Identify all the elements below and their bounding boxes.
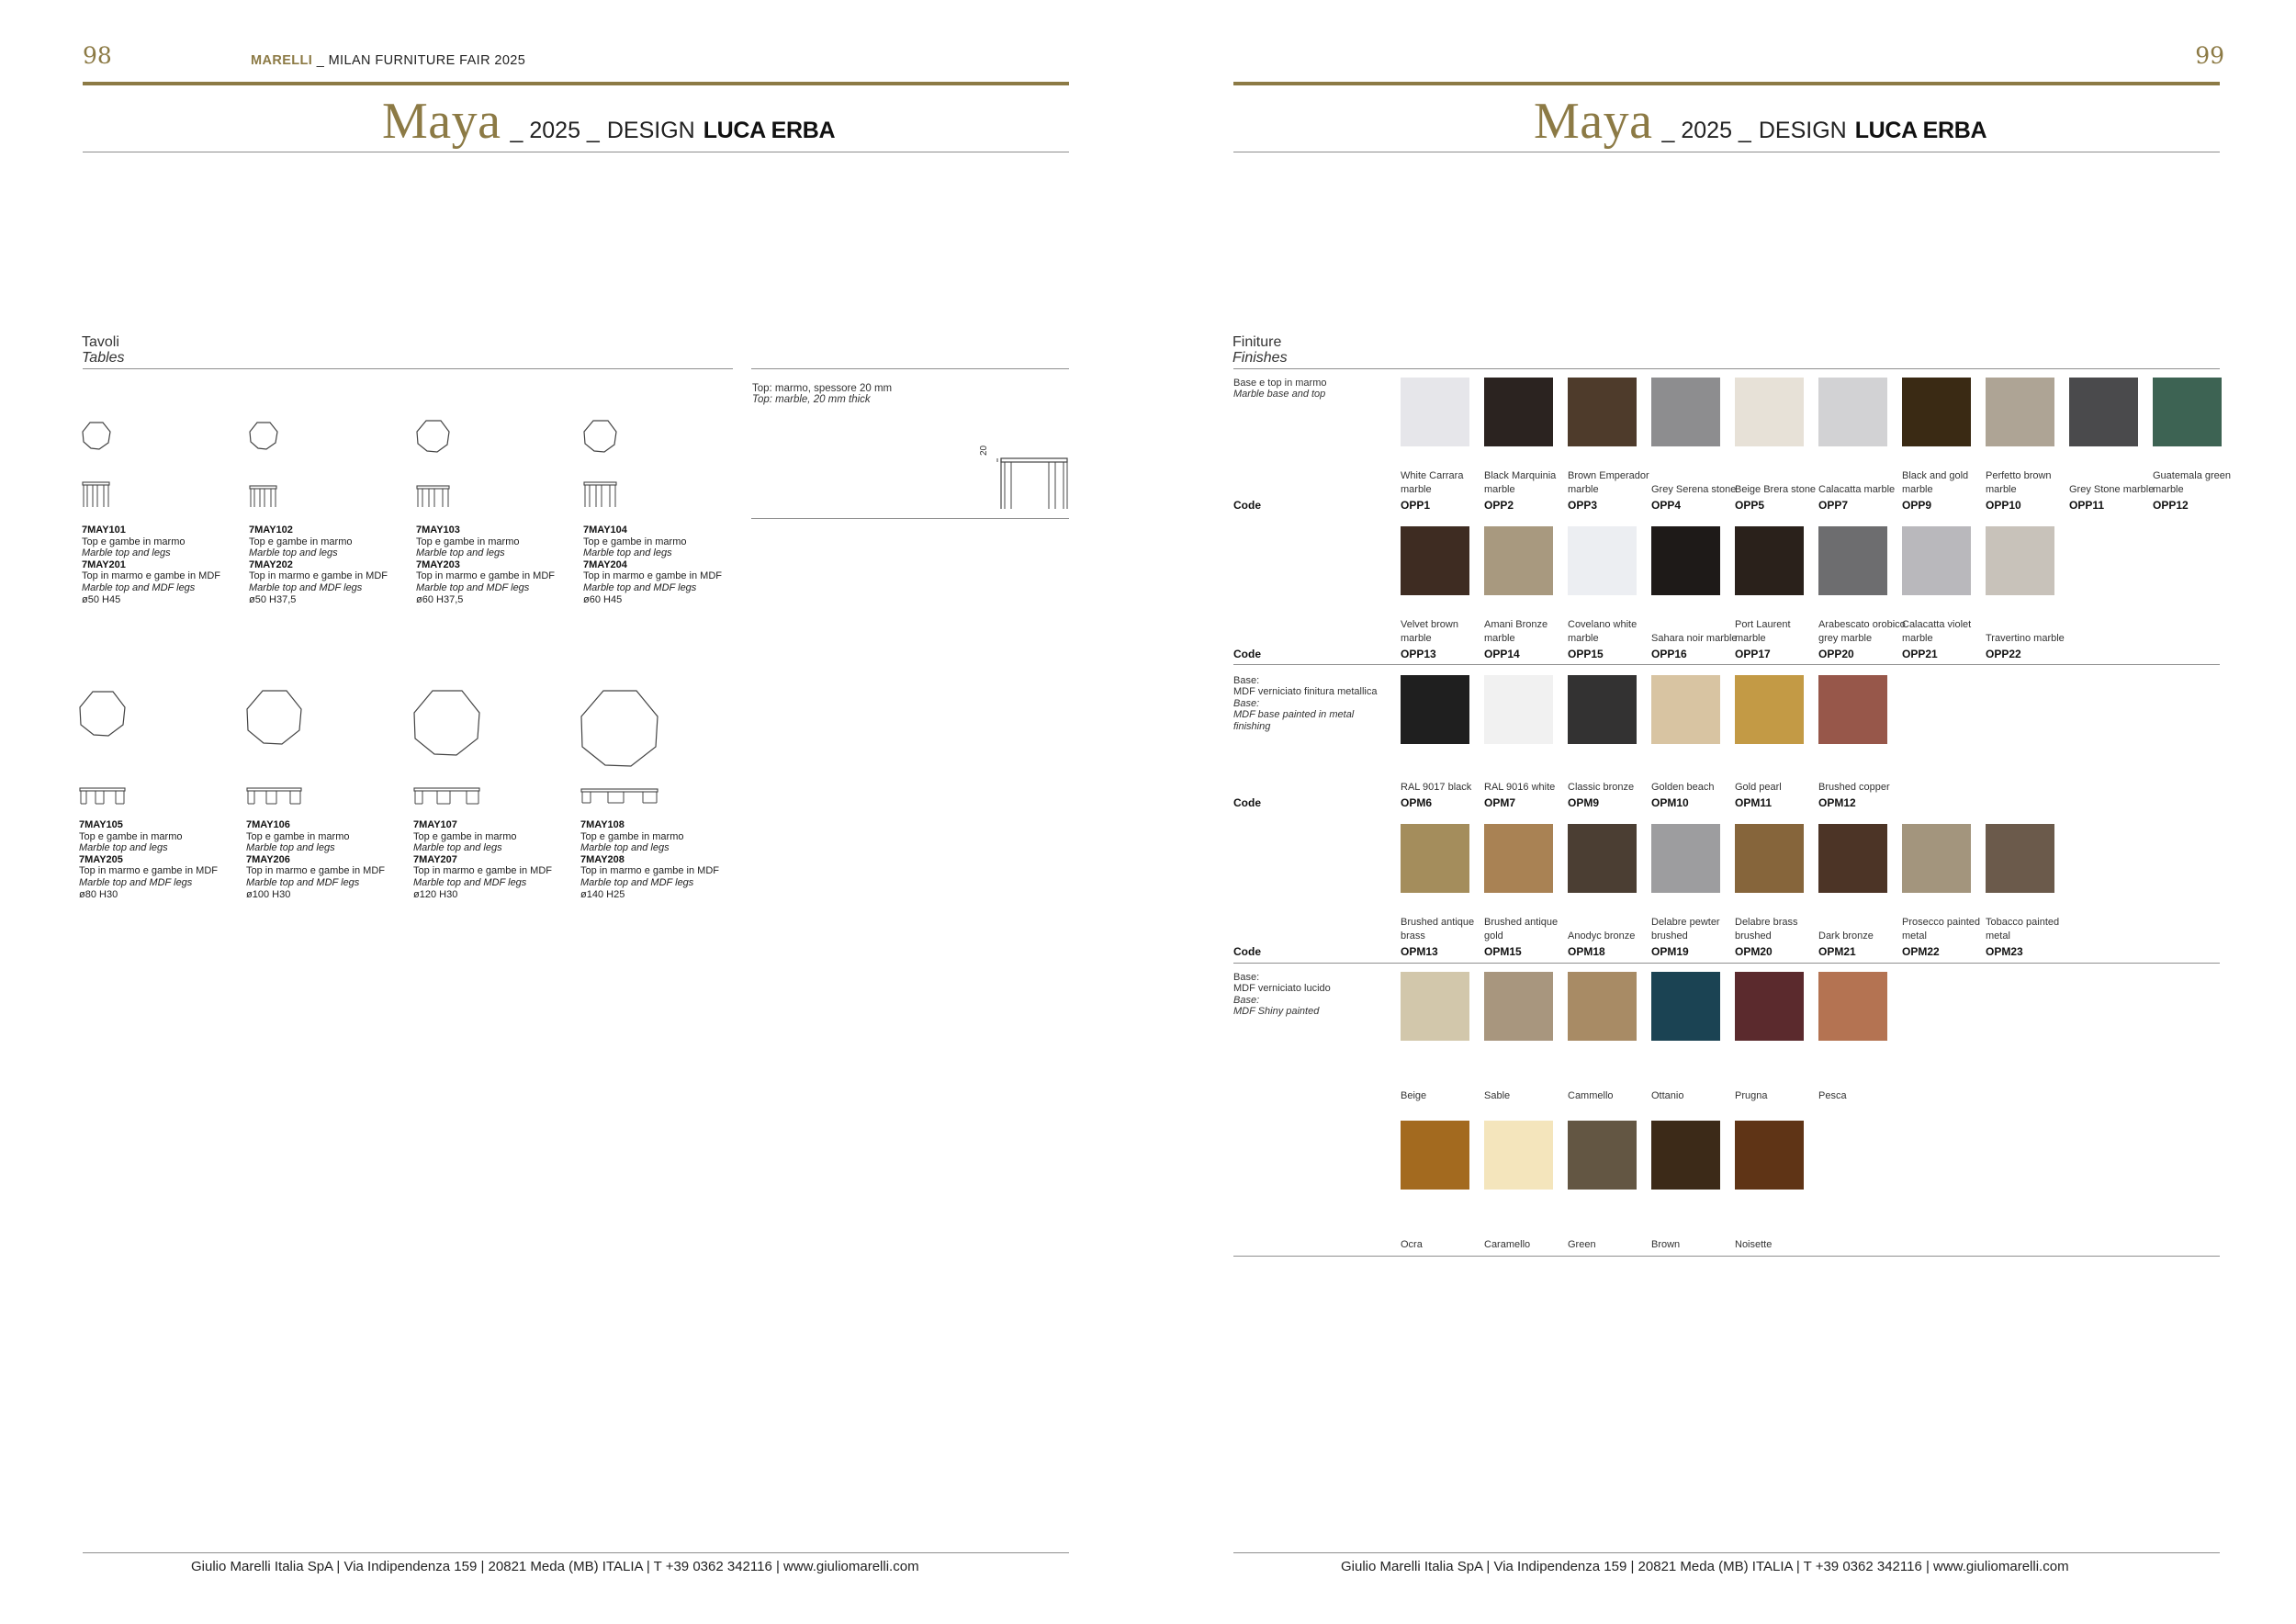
finish-name-box (1484, 739, 1572, 795)
finish-color-chip (1401, 526, 1469, 595)
finish-name-box (1735, 888, 1823, 943)
finish-name: Calacatta violet marble (1902, 619, 1972, 644)
elevation-drawing (79, 787, 127, 806)
finish-name: Prosecco painted metal (1902, 917, 1980, 942)
finish-name-box (1568, 442, 1656, 497)
finish-name: Brown Emperador marble (1568, 470, 1649, 495)
product-code-alt: 7MAY207 (413, 853, 457, 865)
finish-color-chip (2069, 378, 2138, 446)
product-code: 7MAY106 (246, 819, 290, 830)
finish-code: OPP14 (1484, 648, 1520, 660)
finish-name: Black and gold marble (1902, 470, 1969, 495)
finish-name: Brushed antique gold (1484, 917, 1559, 942)
finish-code: OPP4 (1651, 499, 1682, 512)
tables-section-rule (83, 368, 733, 369)
finish-name: Cammello (1568, 1090, 1614, 1101)
product-desc-alt-en: Marble top and MDF legs (413, 876, 527, 888)
finish-name: Green (1568, 1239, 1596, 1250)
product-size: ø140 H25 (580, 888, 625, 900)
plan-drawing (583, 419, 618, 454)
finish-name-box (1401, 442, 1489, 497)
finish-name: RAL 9017 black (1401, 782, 1472, 793)
product-size: ø50 H45 (82, 593, 121, 605)
finish-color-chip (1651, 378, 1720, 446)
running-header-left (251, 53, 525, 68)
finish-color-chip (1484, 675, 1553, 744)
finish-name: Ottanio (1651, 1090, 1684, 1101)
finish-name-box (2069, 442, 2157, 497)
finish-code: OPM15 (1484, 945, 1522, 958)
finish-name-box (2153, 442, 2241, 497)
product-size: ø50 H37,5 (249, 593, 297, 605)
finish-name: Calacatta marble (1818, 484, 1896, 495)
finish-color-chip (1818, 675, 1887, 744)
finish-name: Port Laurent marble (1735, 619, 1791, 644)
plan-drawing (79, 690, 127, 738)
header-gold-rule (83, 82, 1069, 85)
finish-code: OPM7 (1484, 796, 1516, 809)
finish-color-chip (1735, 378, 1804, 446)
product-desc-en: Marble top and legs (246, 842, 335, 854)
finish-name-box (1651, 1194, 1739, 1252)
footer-rule-right (1233, 1552, 2220, 1553)
finish-color-chip (1735, 972, 1804, 1041)
finish-color-chip (1401, 972, 1469, 1041)
finish-color-chip (2153, 378, 2222, 446)
finish-color-chip (1902, 824, 1971, 893)
product-code-alt: 7MAY206 (246, 853, 290, 865)
finish-code: OPP22 (1986, 648, 2021, 660)
title-design-label: DESIGN (1758, 118, 1847, 143)
title-year: _ 2025 _ (1661, 118, 1751, 143)
finish-name: Grey Stone marble (2069, 484, 2155, 495)
finish-name-box (1735, 1194, 1823, 1252)
spec-it: Top: marmo, spessore 20 mm (752, 383, 893, 394)
finish-name-box (1818, 888, 1907, 943)
title-design-label: DESIGN (606, 118, 695, 143)
finish-name-box (1986, 591, 2074, 646)
finish-color-chip (1735, 675, 1804, 744)
product-desc-alt-en: Marble top and MDF legs (583, 581, 697, 593)
finish-name-box (1735, 1045, 1823, 1103)
product-desc-alt-it: Top in marmo e gambe in MDF (580, 865, 719, 877)
finish-color-chip (1568, 378, 1637, 446)
finish-name-box (1484, 1045, 1572, 1103)
product-desc-en: Marble top and legs (413, 842, 502, 854)
product-code: 7MAY105 (79, 819, 123, 830)
product-name: Maya (382, 93, 501, 150)
finishes-title-it: Finiture (1232, 334, 1282, 350)
finish-name-box (1651, 739, 1739, 795)
finish-name: Amani Bronze marble (1484, 619, 1548, 644)
finish-color-chip (1818, 378, 1887, 446)
product-code: 7MAY107 (413, 819, 457, 830)
designer-name: LUCA ERBA (703, 118, 836, 143)
finish-code: OPM11 (1735, 796, 1773, 809)
thickness-detail-drawing (974, 448, 1075, 513)
finish-group-label-line: MDF Shiny painted (1233, 1006, 1320, 1018)
finish-group-label-line: MDF base painted in metal finishing (1233, 709, 1355, 732)
finish-name-box (1651, 442, 1739, 497)
code-row-label: Code (1233, 499, 1261, 512)
finish-color-chip (1651, 675, 1720, 744)
finishes-end-rule (1233, 1256, 2220, 1257)
product-desc-it: Top e gambe in marmo (416, 536, 520, 547)
finish-code: OPP20 (1818, 648, 1854, 660)
finish-name: Tobacco painted metal (1986, 917, 2060, 942)
finish-name-box (1568, 1194, 1656, 1252)
finish-group-label (1233, 378, 1390, 400)
header-gold-rule (1233, 82, 2220, 85)
finish-name: Sahara noir marble (1651, 633, 1738, 644)
elevation-drawing (82, 481, 111, 509)
finish-code: OPM13 (1401, 945, 1438, 958)
product-code: 7MAY104 (583, 524, 627, 536)
product-code-alt: 7MAY201 (82, 558, 126, 570)
elevation-drawing (583, 481, 618, 509)
product-code-alt: 7MAY204 (583, 558, 627, 570)
finish-group-label-line: Marble base and top (1233, 389, 1326, 400)
finish-code: OPP2 (1484, 499, 1514, 512)
finish-name: Arabescato orobico grey marble (1818, 619, 1906, 644)
page-title-left (382, 92, 835, 151)
finish-code: OPM19 (1651, 945, 1689, 958)
plan-drawing (413, 689, 481, 757)
product-desc-alt-it: Top in marmo e gambe in MDF (413, 865, 552, 877)
finish-group-label-line: Base: (1233, 994, 1260, 1006)
finish-color-chip (1484, 972, 1553, 1041)
finish-name: Pesca (1818, 1090, 1847, 1101)
finish-name: Ocra (1401, 1239, 1423, 1250)
finish-color-chip (1986, 526, 2054, 595)
finish-name-box (1401, 888, 1489, 943)
finish-name: Delabre brass brushed (1735, 917, 1798, 942)
plan-drawing (82, 421, 111, 450)
finish-color-chip (1401, 824, 1469, 893)
product-desc-it: Top e gambe in marmo (413, 830, 517, 842)
product-desc-en: Marble top and legs (583, 547, 672, 559)
finish-group-label-line: Base: (1233, 675, 1260, 686)
finish-code: OPP9 (1902, 499, 1932, 512)
finish-name: Noisette (1735, 1239, 1773, 1250)
finish-color-chip (1401, 378, 1469, 446)
product-desc-en: Marble top and legs (580, 842, 670, 854)
finish-color-chip (1735, 824, 1804, 893)
finish-name: Classic bronze (1568, 782, 1635, 793)
finish-name-box (1818, 442, 1907, 497)
finish-name-box (1651, 888, 1739, 943)
finish-code: OPM20 (1735, 945, 1773, 958)
finish-color-chip (1484, 1121, 1553, 1190)
title-year: _ 2025 _ (510, 118, 600, 143)
code-row-label: Code (1233, 796, 1261, 809)
finish-name-box (1735, 442, 1823, 497)
finish-name-box (1401, 739, 1489, 795)
product-desc-alt-it: Top in marmo e gambe in MDF (249, 570, 388, 582)
right-page (1148, 0, 2296, 1624)
product-desc-alt-it: Top in marmo e gambe in MDF (82, 570, 220, 582)
product-code-alt: 7MAY208 (580, 853, 625, 865)
finish-color-chip (1735, 526, 1804, 595)
product-code-alt: 7MAY202 (249, 558, 293, 570)
finish-name-box (1568, 739, 1656, 795)
tables-title-en: Tables (82, 350, 125, 366)
finish-color-chip (1401, 1121, 1469, 1190)
spec-section-rule (751, 368, 1069, 369)
designer-name: LUCA ERBA (1854, 118, 1987, 143)
finish-name-box (1902, 442, 1990, 497)
finish-name-box (1401, 591, 1489, 646)
elevation-drawing (249, 485, 278, 509)
finish-name-box (1568, 1045, 1656, 1103)
finish-color-chip (1986, 824, 2054, 893)
tables-title-it: Tavoli (82, 334, 119, 350)
product-desc-alt-en: Marble top and MDF legs (82, 581, 196, 593)
finish-color-chip (1651, 1121, 1720, 1190)
finish-name: Beige (1401, 1090, 1427, 1101)
product-desc-it: Top e gambe in marmo (583, 536, 687, 547)
elevation-drawing (246, 787, 303, 806)
finish-name-box (1818, 1045, 1907, 1103)
finish-group-label-line: Base: (1233, 972, 1260, 983)
finish-color-chip (1818, 526, 1887, 595)
product-code: 7MAY103 (416, 524, 460, 536)
finishes-title-en: Finishes (1232, 350, 1288, 366)
product-code-alt: 7MAY205 (79, 853, 123, 865)
finish-code: OPM9 (1568, 796, 1600, 809)
finish-code: OPP11 (2069, 499, 2105, 512)
finish-name-box (1401, 1045, 1489, 1103)
finish-code: OPP12 (2153, 499, 2189, 512)
product-size: ø60 H37,5 (416, 593, 464, 605)
finish-group-label-line: MDF verniciato finitura metallica (1233, 686, 1378, 698)
finish-code: OPP16 (1651, 648, 1687, 660)
finish-color-chip (1902, 378, 1971, 446)
finish-color-chip (1568, 675, 1637, 744)
finish-name: Velvet brown marble (1401, 619, 1458, 644)
finish-code: OPM12 (1818, 796, 1856, 809)
finish-color-chip (1401, 675, 1469, 744)
product-desc-alt-en: Marble top and MDF legs (79, 876, 193, 888)
footer-contact-right: Giulio Marelli Italia SpA | Via Indipendenza 159 | 20821 Meda (MB) ITALIA | T +39 0362 342116 | www.giuliomarelli.com (1341, 1559, 2069, 1574)
finish-name: Black Marquinia marble (1484, 470, 1557, 495)
finish-name: Perfetto brown marble (1986, 470, 2052, 495)
finish-name-box (1651, 1045, 1739, 1103)
finish-code: OPP3 (1568, 499, 1598, 512)
finish-code: OPM18 (1568, 945, 1605, 958)
product-code-alt: 7MAY203 (416, 558, 460, 570)
product-desc-en: Marble top and legs (249, 547, 338, 559)
finish-name: Travertino marble (1986, 633, 2065, 644)
product-size: ø100 H30 (246, 888, 291, 900)
finish-code: OPP13 (1401, 648, 1436, 660)
finish-color-chip (1484, 824, 1553, 893)
finish-group-label-line: Base e top in marmo (1233, 378, 1327, 389)
thickness-label: 20 (979, 445, 989, 456)
finish-name-box (1484, 442, 1572, 497)
finish-name-box (1818, 739, 1907, 795)
finishes-section-rule (1233, 368, 2220, 369)
finish-color-chip (1568, 1121, 1637, 1190)
product-code: 7MAY108 (580, 819, 625, 830)
finish-name: Delabre pewter brushed (1651, 917, 1720, 942)
tables-section-title (82, 334, 125, 366)
elevation-drawing (416, 485, 451, 509)
product-desc-en: Marble top and legs (79, 842, 168, 854)
product-code: 7MAY101 (82, 524, 126, 536)
product-desc-alt-it: Top in marmo e gambe in MDF (416, 570, 555, 582)
event-name: _ MILAN FURNITURE FAIR 2025 (316, 53, 526, 68)
finish-color-chip (1986, 378, 2054, 446)
finishes-section-title (1232, 334, 1288, 366)
finish-color-chip (1735, 1121, 1804, 1190)
finish-name-box (1568, 591, 1656, 646)
product-desc-alt-it: Top in marmo e gambe in MDF (79, 865, 218, 877)
finish-name-box (1484, 591, 1572, 646)
product-desc-alt-it: Top in marmo e gambe in MDF (246, 865, 385, 877)
product-desc-it: Top e gambe in marmo (246, 830, 350, 842)
finish-name-box (1651, 591, 1739, 646)
finish-name-box (1568, 888, 1656, 943)
plan-drawing (246, 689, 303, 746)
finish-code: OPM23 (1986, 945, 2023, 958)
finish-color-chip (1651, 824, 1720, 893)
finish-name: Brown (1651, 1239, 1681, 1250)
finish-name-box (1484, 888, 1572, 943)
finish-group-label-line: Base: (1233, 697, 1260, 709)
finish-name-box (1484, 1194, 1572, 1252)
finish-color-chip (1568, 824, 1637, 893)
plan-drawing (580, 689, 659, 768)
elevation-drawing (580, 788, 659, 805)
brand-name: MARELLI (251, 53, 313, 68)
finish-name-box (1986, 888, 2074, 943)
finish-name: Dark bronze (1818, 930, 1874, 942)
top-spec-note (752, 383, 892, 405)
finish-name: Brushed antique brass (1401, 917, 1475, 942)
finish-name: Golden beach (1651, 782, 1715, 793)
plan-drawing (249, 421, 278, 450)
page-title-right (1534, 92, 1986, 151)
finish-name: Prugna (1735, 1090, 1768, 1101)
product-desc-alt-en: Marble top and MDF legs (580, 876, 694, 888)
footer-contact-left: Giulio Marelli Italia SpA | Via Indipendenza 159 | 20821 Meda (MB) ITALIA | T +39 0362 342116 | www.giuliomarelli.com (191, 1559, 919, 1574)
finish-name: RAL 9016 white (1484, 782, 1556, 793)
finish-name: Caramello (1484, 1239, 1531, 1250)
finish-name: Covelano white marble (1568, 619, 1638, 644)
finish-color-chip (1818, 972, 1887, 1041)
finish-name-box (1735, 591, 1823, 646)
code-row-label: Code (1233, 648, 1261, 660)
finish-name: Brushed copper (1818, 782, 1890, 793)
finish-name: Sable (1484, 1090, 1511, 1101)
code-row-label: Code (1233, 945, 1261, 958)
finish-color-chip (1651, 972, 1720, 1041)
finish-name-box (1818, 591, 1907, 646)
finish-code: OPP7 (1818, 499, 1849, 512)
spec-bottom-rule (751, 518, 1069, 519)
product-size: ø120 H30 (413, 888, 458, 900)
finish-group-label-line: MDF verniciato lucido (1233, 983, 1331, 995)
finish-code: OPP1 (1401, 499, 1431, 512)
finish-code: OPM10 (1651, 796, 1689, 809)
finish-code: OPM6 (1401, 796, 1433, 809)
product-desc-alt-it: Top in marmo e gambe in MDF (583, 570, 722, 582)
finish-color-chip (1484, 526, 1553, 595)
product-desc-alt-en: Marble top and MDF legs (416, 581, 530, 593)
product-desc-alt-en: Marble top and MDF legs (249, 581, 363, 593)
finish-color-chip (1484, 378, 1553, 446)
finish-name: Anodyc bronze (1568, 930, 1636, 942)
finish-name: White Carrara marble (1401, 470, 1464, 495)
finish-color-chip (1568, 972, 1637, 1041)
product-desc-it: Top e gambe in marmo (580, 830, 684, 842)
page-number-left: 98 (83, 42, 112, 69)
finish-name-box (1735, 739, 1823, 795)
finish-code: OPM22 (1902, 945, 1940, 958)
finish-name-box (1986, 442, 2074, 497)
finish-name: Gold pearl (1735, 782, 1782, 793)
finish-name-box (1902, 591, 1990, 646)
finish-color-chip (1568, 526, 1637, 595)
product-code: 7MAY102 (249, 524, 293, 536)
finishes-group-rule (1233, 963, 2220, 964)
product-desc-it: Top e gambe in marmo (79, 830, 183, 842)
finish-color-chip (1651, 526, 1720, 595)
finish-code: OPP5 (1735, 499, 1765, 512)
product-size: ø80 H30 (79, 888, 118, 900)
plan-drawing (416, 419, 451, 454)
product-size: ø60 H45 (583, 593, 623, 605)
product-desc-it: Top e gambe in marmo (82, 536, 186, 547)
finish-code: OPP17 (1735, 648, 1771, 660)
page-number-right: 99 (2195, 42, 2224, 69)
finish-group-label (1233, 972, 1390, 1018)
product-desc-en: Marble top and legs (82, 547, 171, 559)
finish-code: OPM21 (1818, 945, 1856, 958)
product-name: Maya (1534, 93, 1653, 150)
product-desc-it: Top e gambe in marmo (249, 536, 353, 547)
finish-name: Guatemala green marble (2153, 470, 2231, 495)
product-desc-en: Marble top and legs (416, 547, 505, 559)
finish-color-chip (1902, 526, 1971, 595)
product-desc-alt-en: Marble top and MDF legs (246, 876, 360, 888)
finish-name-box (1902, 888, 1990, 943)
elevation-drawing (413, 787, 481, 806)
finish-color-chip (1818, 824, 1887, 893)
finish-code: OPP10 (1986, 499, 2021, 512)
footer-rule-left (83, 1552, 1069, 1553)
finish-name: Beige Brera stone (1735, 484, 1817, 495)
finishes-group-rule (1233, 664, 2220, 665)
finish-name-box (1401, 1194, 1489, 1252)
finish-code: OPP21 (1902, 648, 1938, 660)
spec-en: Top: marble, 20 mm thick (752, 394, 871, 405)
finish-group-label (1233, 675, 1390, 732)
finish-code: OPP15 (1568, 648, 1604, 660)
finish-name: Grey Serena stone (1651, 484, 1737, 495)
